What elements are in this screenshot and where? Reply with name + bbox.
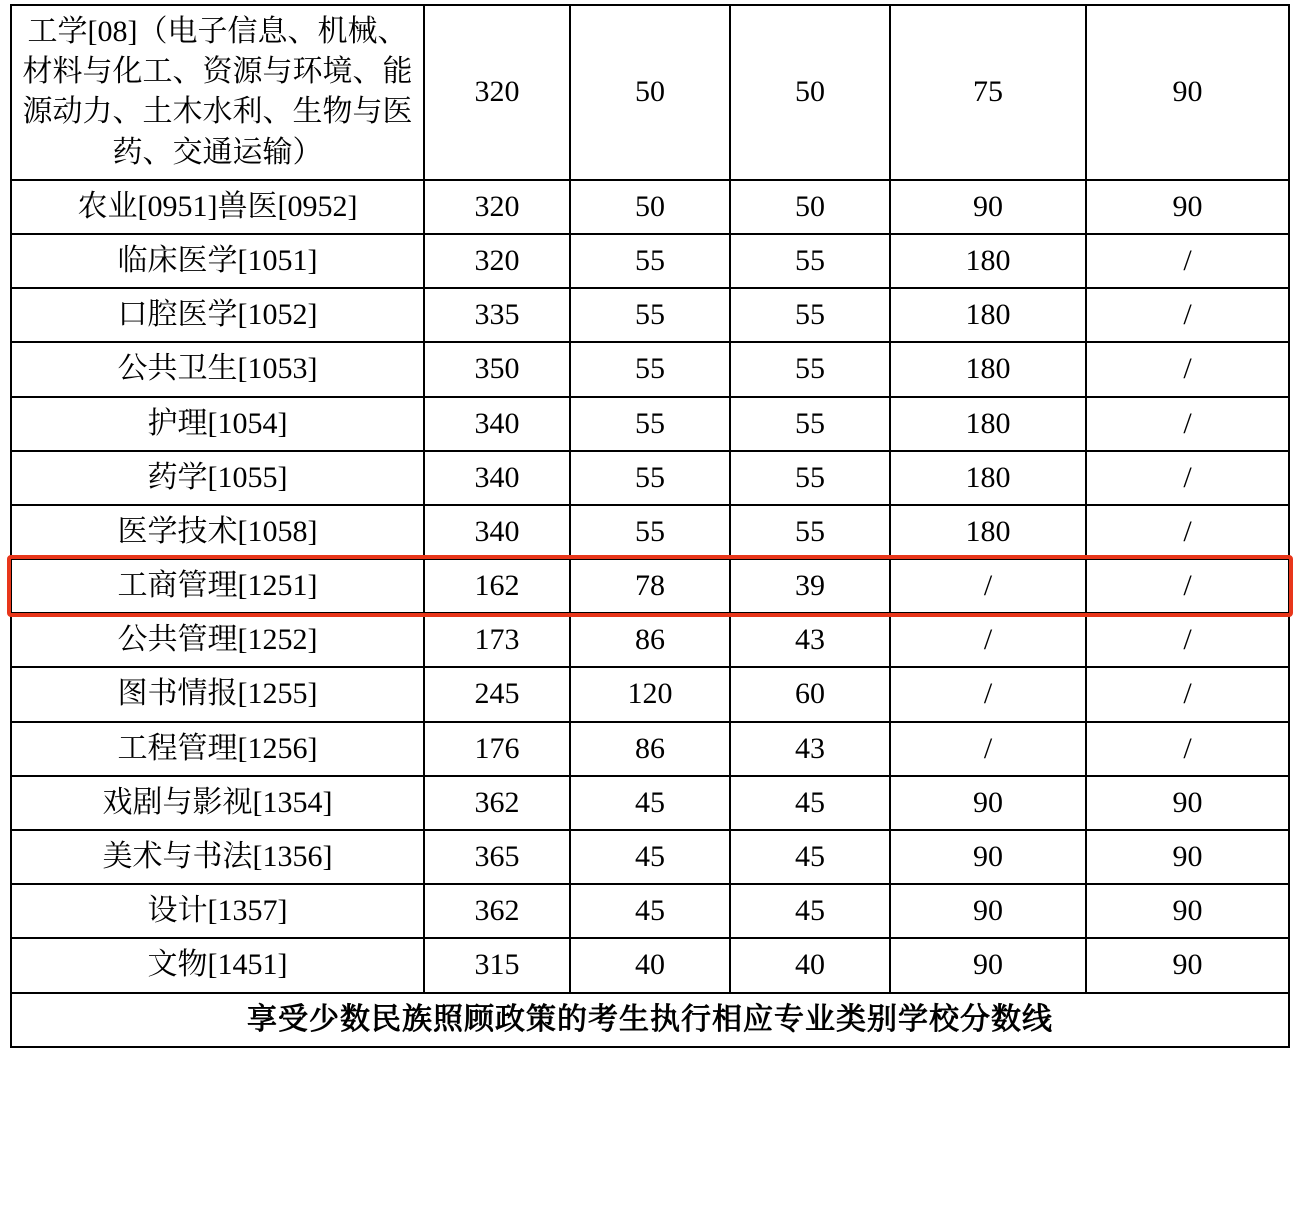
row-single-subject-a: 55 (570, 234, 730, 288)
row-single-subject-a: 45 (570, 776, 730, 830)
row-single-subject-b: 45 (730, 776, 890, 830)
row-course-two: 90 (1086, 938, 1289, 992)
footnote-text: 享受少数民族照顾政策的考生执行相应专业类别学校分数线 (11, 993, 1289, 1047)
row-single-subject-a: 55 (570, 342, 730, 396)
row-major-name: 口腔医学[1052] (11, 288, 424, 342)
row-total-score: 176 (424, 722, 570, 776)
row-major-name: 农业[0951]兽医[0952] (11, 180, 424, 234)
row-single-subject-b: 45 (730, 884, 890, 938)
table-row (11, 722, 1289, 776)
row-single-subject-a: 86 (570, 722, 730, 776)
row-total-score: 320 (424, 5, 570, 180)
row-single-subject-a: 120 (570, 667, 730, 721)
row-major-name: 工商管理[1251] (11, 559, 424, 613)
row-course-two: / (1086, 559, 1289, 613)
row-major-name: 工程管理[1256] (11, 722, 424, 776)
row-total-score: 320 (424, 180, 570, 234)
table-row (11, 776, 1289, 830)
table-row (11, 667, 1289, 721)
row-single-subject-b: 55 (730, 505, 890, 559)
row-total-score: 320 (424, 234, 570, 288)
table-row (11, 613, 1289, 667)
row-course-two: / (1086, 397, 1289, 451)
row-single-subject-b: 50 (730, 180, 890, 234)
table-row-highlighted (11, 559, 1289, 613)
row-single-subject-a: 55 (570, 505, 730, 559)
row-single-subject-a: 55 (570, 397, 730, 451)
row-total-score: 315 (424, 938, 570, 992)
row-single-subject-b: 43 (730, 613, 890, 667)
row-major-name: 美术与书法[1356] (11, 830, 424, 884)
row-major-name: 护理[1054] (11, 397, 424, 451)
row-course-two: / (1086, 722, 1289, 776)
row-course-one: 90 (890, 938, 1086, 992)
score-table (10, 4, 1290, 1048)
table-row (11, 505, 1289, 559)
row-total-score: 350 (424, 342, 570, 396)
row-single-subject-a: 45 (570, 830, 730, 884)
row-single-subject-b: 55 (730, 342, 890, 396)
row-course-two: 90 (1086, 884, 1289, 938)
document-page (0, 4, 1302, 1210)
row-single-subject-a: 40 (570, 938, 730, 992)
table-row (11, 234, 1289, 288)
row-single-subject-b: 50 (730, 5, 890, 180)
row-course-one: 180 (890, 288, 1086, 342)
row-single-subject-b: 45 (730, 830, 890, 884)
row-major-name: 图书情报[1255] (11, 667, 424, 721)
score-table-body (11, 5, 1289, 1047)
row-single-subject-b: 55 (730, 451, 890, 505)
row-course-one: 90 (890, 180, 1086, 234)
row-course-one: / (890, 722, 1086, 776)
row-major-name: 公共管理[1252] (11, 613, 424, 667)
row-single-subject-a: 45 (570, 884, 730, 938)
row-single-subject-a: 78 (570, 559, 730, 613)
row-total-score: 162 (424, 559, 570, 613)
row-total-score: 362 (424, 776, 570, 830)
table-row (11, 830, 1289, 884)
row-course-one: / (890, 559, 1086, 613)
row-course-two: / (1086, 451, 1289, 505)
row-single-subject-a: 55 (570, 288, 730, 342)
table-row (11, 180, 1289, 234)
row-course-two: / (1086, 613, 1289, 667)
row-total-score: 362 (424, 884, 570, 938)
row-major-name: 公共卫生[1053] (11, 342, 424, 396)
row-single-subject-b: 43 (730, 722, 890, 776)
row-course-one: 180 (890, 397, 1086, 451)
row-course-two: 90 (1086, 830, 1289, 884)
row-total-score: 365 (424, 830, 570, 884)
row-course-one: 90 (890, 884, 1086, 938)
row-major-name: 药学[1055] (11, 451, 424, 505)
table-footnote-row (11, 993, 1289, 1047)
row-single-subject-b: 55 (730, 288, 890, 342)
table-row (11, 5, 1289, 180)
row-course-one: 180 (890, 234, 1086, 288)
row-course-one: / (890, 613, 1086, 667)
table-row (11, 884, 1289, 938)
row-total-score: 335 (424, 288, 570, 342)
row-course-one: / (890, 667, 1086, 721)
row-total-score: 340 (424, 505, 570, 559)
row-course-two: / (1086, 288, 1289, 342)
row-total-score: 340 (424, 397, 570, 451)
row-course-two: / (1086, 667, 1289, 721)
row-single-subject-b: 55 (730, 234, 890, 288)
row-major-name: 工学[08]（电子信息、机械、材料与化工、资源与环境、能源动力、土木水利、生物与医药、交通运输） (11, 5, 424, 180)
row-course-two: 90 (1086, 180, 1289, 234)
row-course-two: / (1086, 505, 1289, 559)
row-single-subject-a: 55 (570, 451, 730, 505)
row-course-one: 90 (890, 830, 1086, 884)
row-major-name: 戏剧与影视[1354] (11, 776, 424, 830)
row-course-one: 180 (890, 505, 1086, 559)
row-major-name: 医学技术[1058] (11, 505, 424, 559)
table-row (11, 938, 1289, 992)
row-course-two: / (1086, 342, 1289, 396)
row-course-two: / (1086, 234, 1289, 288)
row-single-subject-b: 40 (730, 938, 890, 992)
row-major-name: 设计[1357] (11, 884, 424, 938)
table-row (11, 451, 1289, 505)
row-course-one: 75 (890, 5, 1086, 180)
row-single-subject-a: 50 (570, 180, 730, 234)
row-single-subject-a: 86 (570, 613, 730, 667)
table-row (11, 342, 1289, 396)
table-row (11, 397, 1289, 451)
row-single-subject-b: 60 (730, 667, 890, 721)
row-single-subject-b: 55 (730, 397, 890, 451)
row-total-score: 245 (424, 667, 570, 721)
row-single-subject-b: 39 (730, 559, 890, 613)
row-total-score: 173 (424, 613, 570, 667)
row-course-two: 90 (1086, 5, 1289, 180)
row-course-one: 180 (890, 451, 1086, 505)
row-total-score: 340 (424, 451, 570, 505)
row-course-one: 180 (890, 342, 1086, 396)
row-major-name: 文物[1451] (11, 938, 424, 992)
row-major-name: 临床医学[1051] (11, 234, 424, 288)
row-single-subject-a: 50 (570, 5, 730, 180)
row-course-two: 90 (1086, 776, 1289, 830)
row-course-one: 90 (890, 776, 1086, 830)
table-row (11, 288, 1289, 342)
